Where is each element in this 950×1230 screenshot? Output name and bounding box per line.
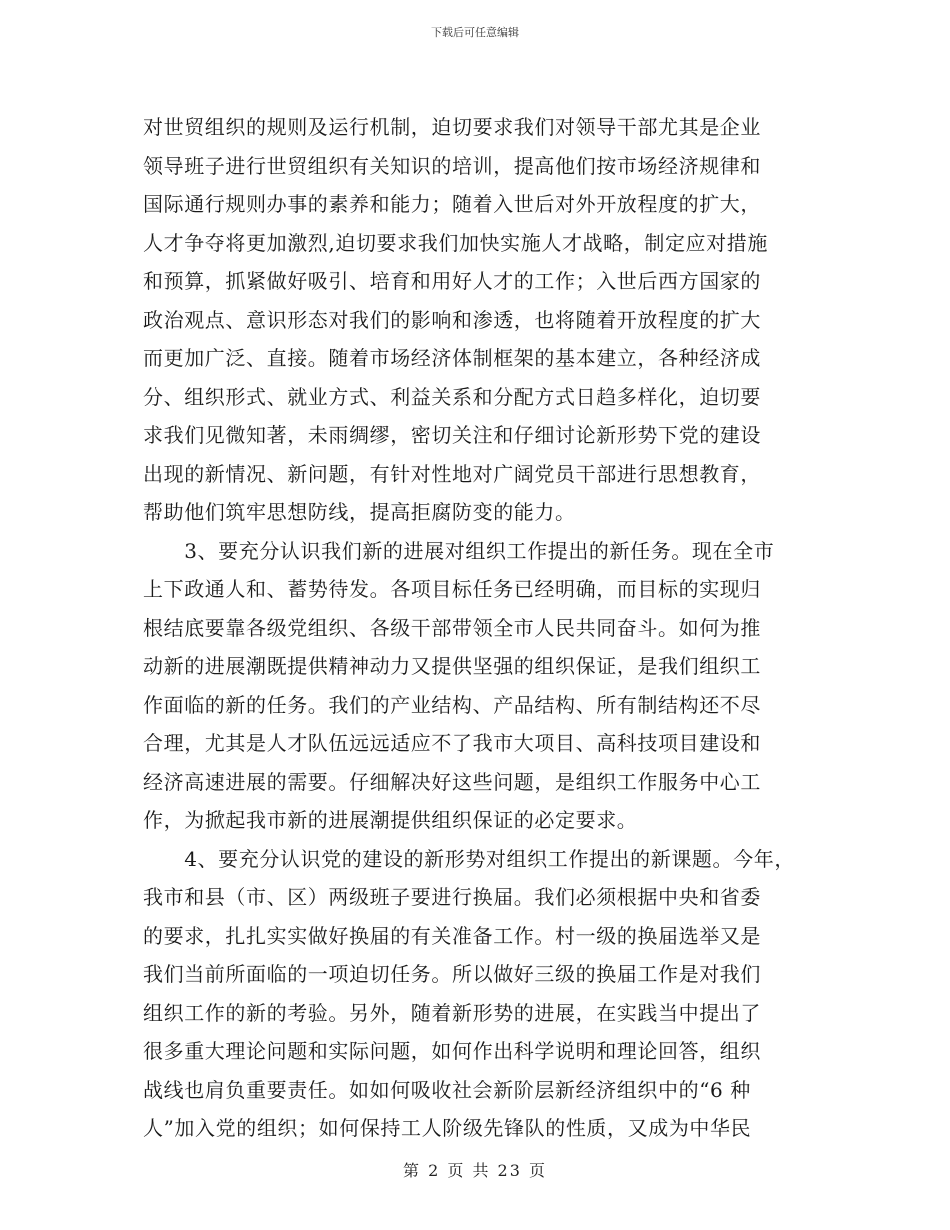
text-line: 人才争夺将更加激烈,迫切要求我们加快实施人才战略，制定应对措施 — [143, 230, 768, 255]
text-line: 战线也肩负重要责任。如如何吸收社会新阶层新经济组织中的“6 种 — [143, 1077, 751, 1102]
text-line: 上下政通人和、蓄势待发。各项目标任务已经明确，而目标的实现归 — [143, 577, 761, 601]
document-body — [143, 108, 813, 1148]
text-line: 组织工作的新的考验。另外，随着新形势的进展，在实践当中提出了 — [143, 1000, 761, 1025]
text-line: 我们当前所面临的一项迫切任务。所以做好三级的换届工作是对我们 — [143, 962, 761, 986]
text-line: 作面临的新的任务。我们的产业结构、产品结构、所有制结构还不尽 — [143, 692, 761, 717]
text-line: 帮助他们筑牢思想防线，提高拒腐防变的能力。 — [143, 500, 576, 524]
text-line: 作，为掀起我市新的进展潮提供组织保证的必定要求。 — [143, 808, 638, 832]
text-line: 很多重大理论问题和实际问题，如何作出科学说明和理论回答，组织 — [143, 1039, 761, 1063]
text-line: 而更加广泛、直接。随着市场经济体制框架的基本建立，各种经济成 — [143, 346, 761, 370]
text-line: 动新的进展潮既提供精神动力又提供坚强的组织保证，是我们组织工 — [143, 654, 761, 678]
page-number: 第 2 页 共 23 页 — [403, 1161, 547, 1180]
text-line: 合理，尤其是人才队伍远远适应不了我市大项目、高科技项目建设和 — [143, 731, 761, 755]
text-line: 国际通行规则办事的素养和能力；随着入世后对外开放程度的扩大， — [143, 192, 761, 216]
text-line: 经济高速进展的需要。仔细解决好这些问题，是组织工作服务中心工 — [143, 769, 761, 794]
text-line: 3、要充分认识我们新的进展对组织工作提出的新任务。现在全市 — [143, 538, 775, 563]
text-line: 求我们见微知著，未雨绸缪，密切关注和仔细讨论新形势下党的建设 — [143, 423, 761, 447]
text-line: 人”加入党的组织；如何保持工人阶级先锋队的性质，又成为中华民 — [143, 1116, 752, 1140]
text-line: 分、组织形式、就业方式、利益关系和分配方式日趋多样化，迫切要 — [143, 384, 761, 409]
text-line: 出现的新情况、新问题，有针对性地对广阔党员干部进行思想教育， — [143, 461, 761, 486]
text-line: 4、要充分认识党的建设的新形势对组织工作提出的新课题。今年， — [143, 846, 795, 871]
text-line: 根结底要靠各级党组织、各级干部带领全市人民共同奋斗。如何为推 — [143, 615, 761, 640]
text-line: 对世贸组织的规则及运行机制，迫切要求我们对领导干部尤其是企业 — [143, 115, 761, 139]
text-line: 我市和县（市、区）两级班子要进行换届。我们必须根据中央和省委 — [143, 885, 761, 909]
text-line: 和预算，抓紧做好吸引、培育和用好人才的工作；入世后西方国家的 — [143, 269, 761, 293]
text-line: 政治观点、意识形态对我们的影响和渗透，也将随着开放程度的扩大 — [143, 307, 761, 332]
text-line: 领导班子进行世贸组织有关知识的培训，提高他们按市场经济规律和 — [143, 153, 761, 178]
header-note: 下载后可任意编辑 — [431, 26, 519, 39]
text-line: 的要求，扎扎实实做好换届的有关准备工作。村一级的换届选举又是 — [143, 923, 761, 948]
